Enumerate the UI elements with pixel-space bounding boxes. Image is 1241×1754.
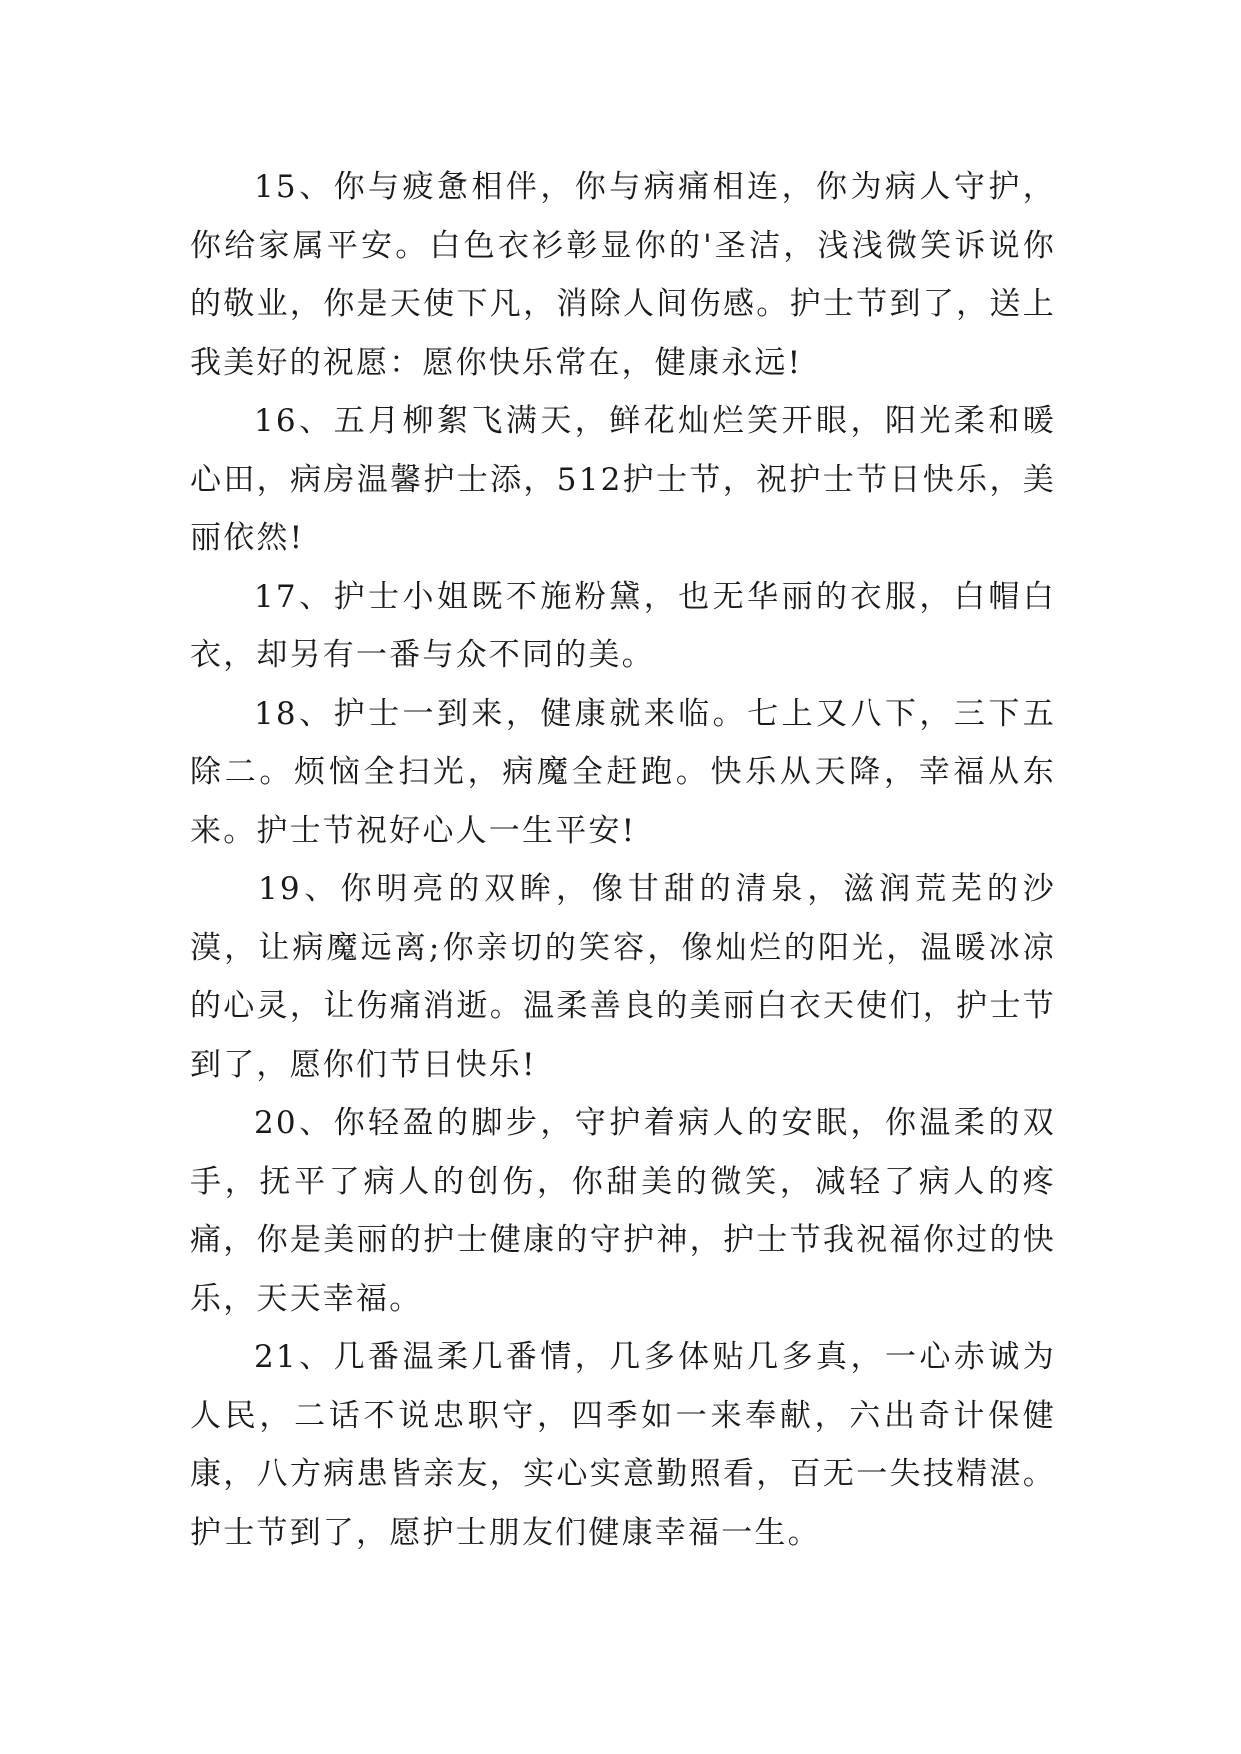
paragraph-17: 17、护士小姐既不施粉黛，也无华丽的衣服，白帽白衣，却另有一番与众不同的美。 xyxy=(190,578,1056,673)
paragraph-18: 18、护士一到来，健康就来临。七上又八下，三下五除二。烦恼全扫光，病魔全赶跑。快乐从天降，幸福从东来。护士节祝好心人一生平安! xyxy=(190,695,1056,849)
paragraph-20: 20、你轻盈的脚步，守护着病人的安眠，你温柔的双手，抚平了病人的创伤，你甜美的微笑，减轻了病人的疼痛，你是美丽的护士健康的守护神，护士节我祝福你过的快乐，天天幸福。 xyxy=(190,1105,1056,1317)
paragraph-21: 21、几番温柔几番情，几多体贴几多真，一心赤诚为人民，二话不说忠职守，四季如一来奉献，六出奇计保健康，八方病患皆亲友，实心实意勤照看，百无一失技精湛。护士节到了，愿护士朋友们健康幸福一生。 xyxy=(190,1339,1056,1551)
paragraph-16: 16、五月柳絮飞满天，鲜花灿烂笑开眼，阳光柔和暖心田，病房温馨护士添，512护士节，祝护士节日快乐，美丽依然! xyxy=(190,403,1056,556)
paragraph-15: 15、你与疲惫相伴，你与病痛相连，你为病人守护，你给家属平安。白色衣衫彰显你的'圣洁，浅浅微笑诉说你的敬业，你是天使下凡，消除人间伤感。护士节到了，送上我美好的祝愿：愿你快乐常在，健康永远! xyxy=(190,169,1056,381)
document-body xyxy=(190,158,1056,1562)
paragraph-19: 19、你明亮的双眸，像甘甜的清泉，滋润荒芜的沙漠，让病魔远离;你亲切的笑容，像灿烂的阳光，温暖冰凉的心灵，让伤痛消逝。温柔善良的美丽白衣天使们，护士节到了，愿你们节日快乐! xyxy=(190,871,1056,1083)
